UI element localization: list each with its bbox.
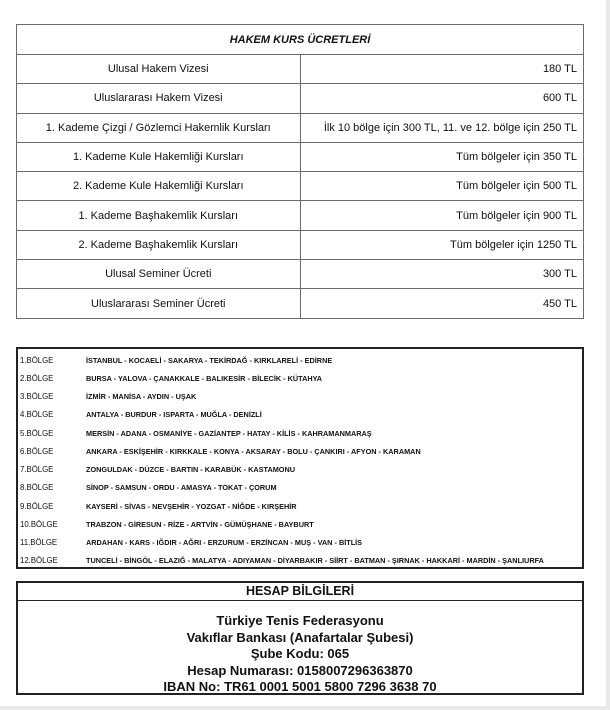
fee-label: Uluslararası Hakem Vizesi: [17, 84, 301, 113]
fee-row: [17, 172, 584, 201]
region-row: [18, 479, 582, 497]
bank-name: Vakıflar Bankası (Anafartalar Şubesi): [186, 629, 414, 645]
fee-value: 180 TL: [300, 55, 584, 84]
account-info-box: [16, 581, 584, 695]
fee-row: [17, 113, 584, 142]
region-name: 2.BÖLGE: [20, 373, 54, 383]
fee-label: Uluslararası Seminer Ücreti: [17, 289, 301, 318]
account-info-spacer: [18, 601, 582, 613]
region-cities: BURSA - YALOVA - ÇANAKKALE - BALIKESİR - BİLECİK - KÜTAHYA: [86, 373, 323, 383]
region-row: [18, 552, 582, 570]
fee-label: Ulusal Seminer Ücreti: [17, 260, 301, 289]
referee-course-fees-table: [16, 24, 584, 319]
region-cities: KAYSERİ - SİVAS - NEVŞEHİR - YOZGAT - NİĞDE - KIRŞEHİR: [86, 501, 297, 511]
region-cities: İSTANBUL - KOCAELİ - SAKARYA - TEKİRDAĞ - KIRKLARELİ - EDİRNE: [86, 355, 333, 365]
region-cities: TUNCELİ - BİNGÖL - ELAZIĞ - MALATYA - ADIYAMAN - DİYARBAKIR - SİİRT - BATMAN - ŞIRNAK - HAKKARİ - MARDİN - ŞANLIURFA: [86, 556, 544, 566]
region-row: [18, 515, 582, 533]
fee-value: Tüm bölgeler için 500 TL: [300, 172, 584, 201]
region-row: [18, 388, 582, 406]
account-info-title: HESAP BİLGİLERİ: [18, 583, 582, 601]
region-cities: ARDAHAN - KARS - IĞDIR - AĞRI - ERZURUM - ERZİNCAN - MUŞ - VAN - BİTLİS: [86, 538, 363, 548]
fee-row: [17, 230, 584, 259]
region-cities: ANTALYA - BURDUR - ISPARTA - MUĞLA - DENİZLİ: [86, 410, 262, 420]
region-row: [18, 442, 582, 460]
regions-table: [18, 351, 582, 570]
fee-row: [17, 201, 584, 230]
fee-label: 2. Kademe Kule Hakemliği Kursları: [17, 172, 301, 201]
region-name: 5.BÖLGE: [20, 428, 54, 438]
region-row: [18, 406, 582, 424]
fee-row: [17, 289, 584, 318]
fee-value: Tüm bölgeler için 1250 TL: [300, 230, 584, 259]
region-name: 8.BÖLGE: [20, 483, 54, 493]
region-name: 6.BÖLGE: [20, 446, 54, 456]
region-name: 9.BÖLGE: [20, 501, 54, 511]
iban-number: IBAN No: TR61 0001 5001 5800 7296 3638 70: [163, 679, 437, 694]
region-cities: TRABZON - GİRESUN - RİZE - ARTVİN - GÜMÜŞHANE - BAYBURT: [86, 519, 314, 529]
fee-value: 300 TL: [300, 260, 584, 289]
region-name: 11.BÖLGE: [20, 538, 58, 548]
region-cities: İZMİR - MANİSA - AYDIN - UŞAK: [86, 392, 197, 402]
region-cities: SİNOP - SAMSUN - ORDU - AMASYA - TOKAT - ÇORUM: [86, 483, 277, 493]
regions-box: [16, 347, 584, 569]
region-name: 1.BÖLGE: [20, 355, 54, 365]
fees-title-row: [17, 25, 584, 55]
branch-code: Şube Kodu: 065: [250, 646, 350, 661]
region-name: 12.BÖLGE: [20, 556, 58, 566]
fee-label: 1. Kademe Başhakemlik Kursları: [17, 201, 301, 230]
fee-value: Tüm bölgeler için 350 TL: [300, 142, 584, 171]
fee-row: [17, 84, 584, 113]
region-row: [18, 351, 582, 369]
region-row: [18, 424, 582, 442]
fees-table-title: HAKEM KURS ÜCRETLERİ: [17, 25, 584, 55]
fee-row: [17, 142, 584, 171]
account-number: Hesap Numarası: 0158007296363870: [187, 662, 413, 678]
region-name: 7.BÖLGE: [20, 465, 54, 475]
region-cities: ZONGULDAK - DÜZCE - BARTIN - KARABÜK - KASTAMONU: [86, 465, 296, 475]
fee-value: 600 TL: [300, 84, 584, 113]
region-name: 10.BÖLGE: [20, 519, 58, 529]
region-cities: ANKARA - ESKİŞEHİR - KIRKKALE - KONYA - AKSARAY - BOLU - ÇANKIRI - AFYON - KARAMAN: [86, 446, 421, 456]
region-row: [18, 461, 582, 479]
fee-value: İlk 10 bölge için 300 TL, 11. ve 12. bölge için 250 TL: [300, 113, 584, 142]
fee-value: 450 TL: [300, 289, 584, 318]
region-name: 4.BÖLGE: [20, 410, 54, 420]
federation-name: Türkiye Tenis Federasyonu: [216, 613, 384, 628]
fee-label: 1. Kademe Kule Hakemliği Kursları: [17, 142, 301, 171]
fee-row: [17, 260, 584, 289]
region-row: [18, 534, 582, 552]
fee-label: 1. Kademe Çizgi / Gözlemci Hakemlik Kursları: [17, 113, 301, 142]
region-cities: MERSİN - ADANA - OSMANİYE - GAZİANTEP - HATAY - KİLİS - KAHRAMANMARAŞ: [86, 428, 372, 438]
fee-row: [17, 55, 584, 84]
region-row: [18, 497, 582, 515]
region-row: [18, 369, 582, 387]
fee-label: Ulusal Hakem Vizesi: [17, 55, 301, 84]
fee-value: Tüm bölgeler için 900 TL: [300, 201, 584, 230]
region-name: 3.BÖLGE: [20, 392, 54, 402]
fee-label: 2. Kademe Başhakemlik Kursları: [17, 230, 301, 259]
